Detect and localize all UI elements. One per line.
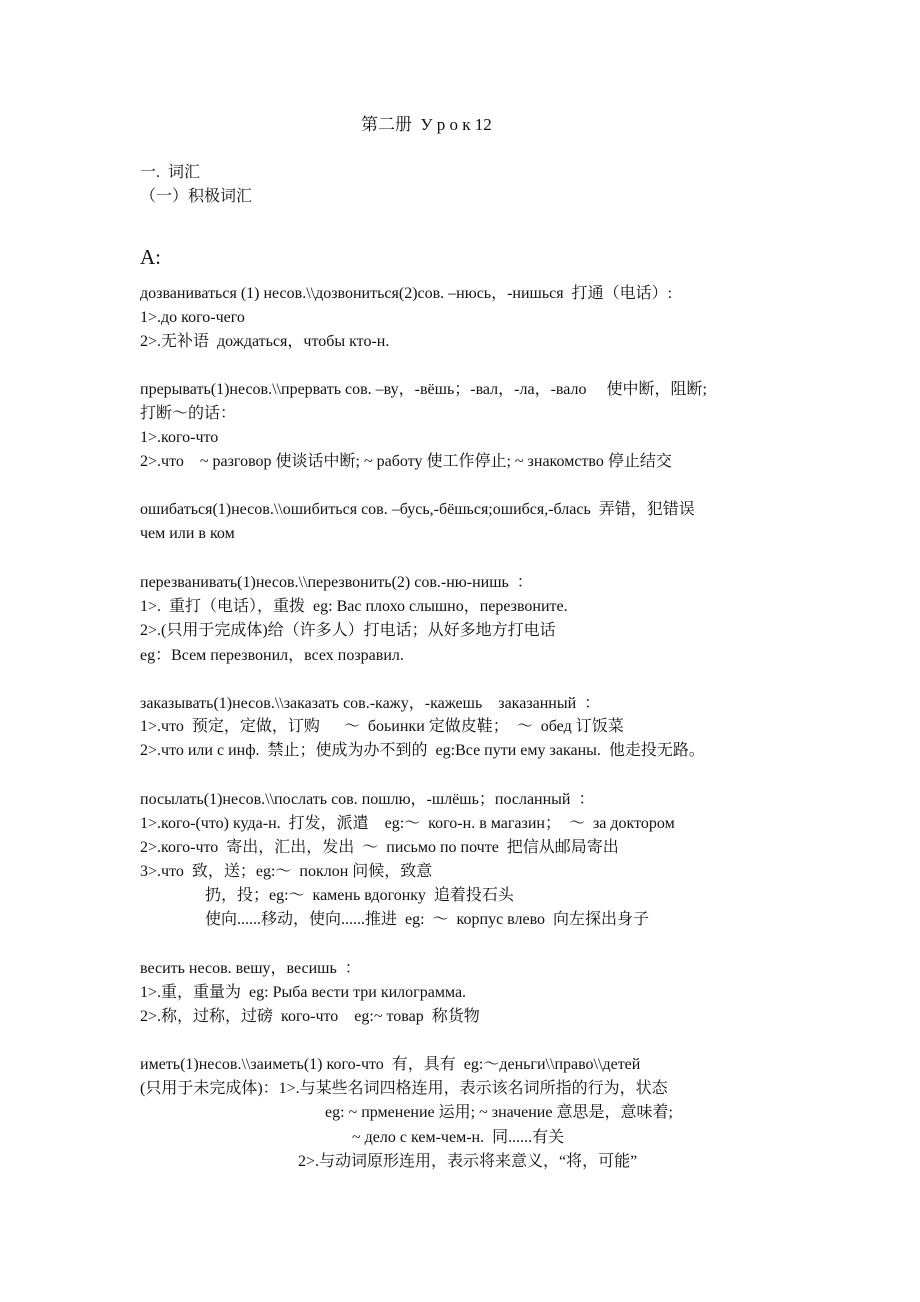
entry-line: 1>.кого-(что) куда-н. 打发，派遣 eg:～ кого-н. в магазин； ～ за доктором xyxy=(140,815,675,832)
entry-line: eg: ~ прменение 运用; ~ значение 意思是，意味着; xyxy=(325,1104,673,1121)
entry-line: 3>.что 致，送；eg:～ поклон 问候，致意 xyxy=(140,863,433,880)
section-heading: 一. 词汇 xyxy=(140,164,201,181)
entry-line: 使向......移动，使向......推进 eg: ～ корпус влево 向左探出身子 xyxy=(205,911,650,928)
entry-line: 1>.重，重量为 eg: Рыба вести три килограмма. xyxy=(140,984,467,1001)
entry-line: 2>.что или с инф. 禁止；使成为办不到的 eg:Все пути ему заканы. 他走投无路。 xyxy=(140,742,705,759)
entry-line: 2>.(只用于完成体)给（许多人）打电话；从好多地方打电话 xyxy=(140,622,556,639)
entry-headword: дозваниваться (1) несов.\\дозвониться(2)сов. –нюсь，-нишься 打通（电话）: xyxy=(140,285,673,302)
entry-line: 打断～的话： xyxy=(140,405,237,422)
entry-line: чем или в ком xyxy=(140,525,235,542)
entry-headword: посылать(1)несов.\\послать сов. пошлю，-шлёшь；посланный ： xyxy=(140,791,595,808)
entry-headword: иметь(1)несов.\\заиметь(1) кого-что 有，具有 eg:～деньги\\право\\детей xyxy=(140,1056,641,1073)
entry-line: 2>.кого-что 寄出，汇出，发出 ～ письмо по почте 把信从邮局寄出 xyxy=(140,839,619,856)
entry-line: 2>.与动词原形连用，表示将来意义，“将，可能” xyxy=(298,1153,638,1170)
entry-headword: ошибаться(1)несов.\\ошибиться сов. –бусь,-бёшься;ошибся,-блась 弄错，犯错误 xyxy=(140,501,695,518)
entry-line: 2>.что ~ разговор 使谈话中断; ~ работу 使工作停止; ~ знакомство 停止结交 xyxy=(140,453,672,470)
subsection-heading: （一）积极词汇 xyxy=(140,188,253,205)
entry-line: 2>.无补语 дождаться，чтобы кто-н. xyxy=(140,333,390,350)
entry-line: (只用于未完成体)：1>.与某些名词四格连用，表示该名词所指的行为，状态 xyxy=(140,1080,668,1097)
entry-line: 扔，投；eg:～ камень вдогонку 追着投石头 xyxy=(205,887,514,904)
entry-line: 1>.кого-что xyxy=(140,429,219,446)
entry-line: 1>.что 预定，定做，订购 ～ боьинки 定做皮鞋； ～ обед 订饭菜 xyxy=(140,718,624,735)
entry-headword: заказывать(1)несов.\\заказать сов.-кажу，-кажешь заказанный ： xyxy=(140,695,601,712)
part-label: A: xyxy=(140,245,161,269)
entry-line: 2>.称，过称，过磅 кого-что eg:~ товар 称货物 xyxy=(140,1008,480,1025)
entry-headword: перезванивать(1)несов.\\перезвонить(2) сов.-ню-нишь ： xyxy=(140,574,533,591)
entry-line: ~ дело с кем-чем-н. 同......有关 xyxy=(352,1129,565,1146)
entry-headword: весить несов. вешу，весишь ： xyxy=(140,960,361,977)
entry-line: 1>.до кого-чего xyxy=(140,309,245,326)
page-title: 第二册 У р о к 12 xyxy=(361,115,492,134)
entry-headword: прерывать(1)несов.\\прервать сов. –ву，-вёшь；-вал，-ла，-вало 使中断，阻断; xyxy=(140,381,707,398)
entry-line: 1>. 重打（电话），重拨 eg: Вас плохо слышно，перезвоните. xyxy=(140,598,568,615)
entry-line: eg：Всем перезвонил，всех позравил. xyxy=(140,647,404,664)
